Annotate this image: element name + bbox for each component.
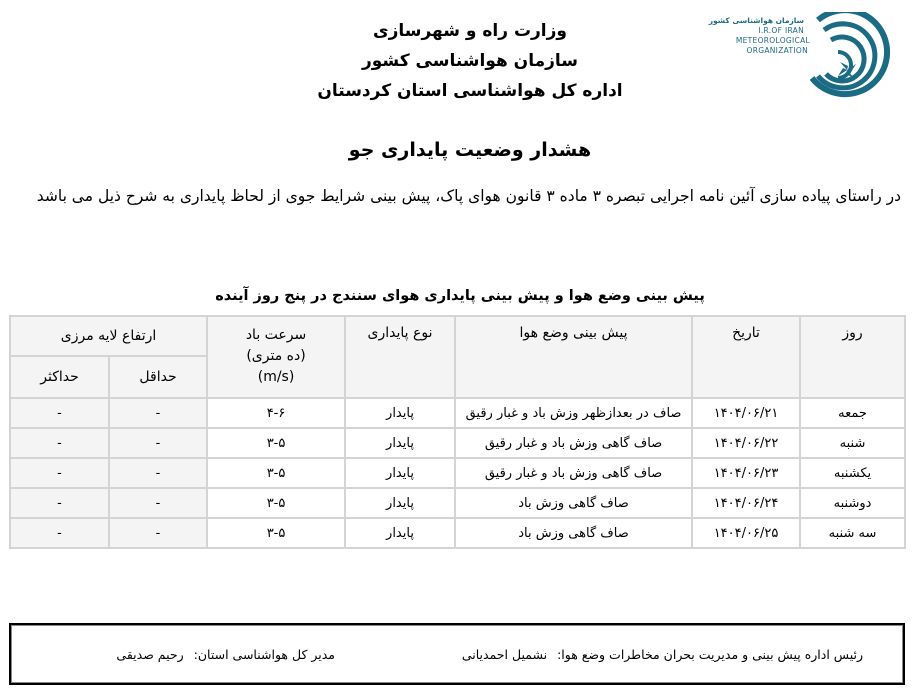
cell-wind-speed: ۳-۵ (207, 518, 345, 548)
table-row (10, 488, 905, 518)
cell-boundary-max: - (10, 428, 109, 458)
ministry-name: وزارت راه و شهرسازی (372, 21, 567, 41)
forecast-table (9, 315, 906, 549)
cell-day: دوشنبه (800, 488, 905, 518)
header-wind-line1: سرعت باد (245, 327, 307, 343)
header-date: تاریخ (692, 316, 800, 398)
table-row (10, 398, 905, 428)
cell-date: ۱۴۰۴/۰۶/۲۲ (692, 428, 800, 458)
header-wind-speed (207, 316, 345, 398)
cell-stability: پایدار (345, 458, 455, 488)
cell-boundary-min: - (109, 398, 207, 428)
cell-wind-speed: ۳-۵ (207, 458, 345, 488)
organization-logo (708, 12, 890, 112)
cell-boundary-min: - (109, 458, 207, 488)
header-min: حداقل (109, 356, 207, 398)
cell-date: ۱۴۰۴/۰۶/۲۵ (692, 518, 800, 548)
page-title: هشدار وضعیت پایداری جو (348, 139, 592, 161)
organization-name: سازمان هواشناسی کشور (361, 51, 578, 71)
cell-stability: پایدار (345, 428, 455, 458)
cell-boundary-max: - (10, 518, 109, 548)
cell-day: جمعه (800, 398, 905, 428)
table-caption: پیش بینی وضع هوا و پیش بینی پایداری هوای سنندج در پنج روز آینده (215, 288, 705, 304)
logo-text-en-2: METEOROLOGICAL (735, 36, 810, 45)
cell-day: یکشنبه (800, 458, 905, 488)
signature-forecast-head-name: نشمیل احمدیانی (461, 647, 548, 662)
cell-stability: پایدار (345, 398, 455, 428)
cell-date: ۱۴۰۴/۰۶/۲۱ (692, 398, 800, 428)
signature-forecast-head-role: رئیس اداره پیش بینی و مدیریت بحران مخاطرات وضع هوا: (557, 647, 863, 662)
cell-wind-speed: ۴-۶ (207, 398, 345, 428)
cell-date: ۱۴۰۴/۰۶/۲۴ (692, 488, 800, 518)
cell-day: شنبه (800, 428, 905, 458)
cell-forecast: صاف در بعدازظهر وزش باد و غبار رقیق (455, 398, 692, 428)
signature-director-role: مدیر کل هواشناسی استان: (193, 647, 335, 662)
signature-forecast-head (462, 647, 863, 662)
cell-boundary-max: - (10, 488, 109, 518)
cell-boundary-min: - (109, 518, 207, 548)
cell-forecast: صاف گاهی وزش باد و غبار رقیق (455, 458, 692, 488)
cell-wind-speed: ۳-۵ (207, 428, 345, 458)
header-stability: نوع پایداری (345, 316, 455, 398)
header-wind-line2: (ده متری) (246, 348, 306, 364)
cell-wind-speed: ۳-۵ (207, 488, 345, 518)
cell-boundary-max: - (10, 458, 109, 488)
cell-forecast: صاف گاهی وزش باد و غبار رقیق (455, 428, 692, 458)
cell-stability: پایدار (345, 488, 455, 518)
cell-boundary-max: - (10, 398, 109, 428)
header-boundary-layer: ارتفاع لایه مرزی (10, 316, 207, 356)
signature-director-name: رحیم صدیقی (116, 647, 184, 662)
header-forecast: پیش بینی وضع هوا (455, 316, 692, 398)
header-day: روز (800, 316, 905, 398)
signature-director (116, 647, 335, 662)
spiral-emblem-icon (804, 12, 890, 112)
cell-date: ۱۴۰۴/۰۶/۲۳ (692, 458, 800, 488)
department-name: اداره کل هواشناسی استان کردستان (317, 81, 623, 101)
cell-day: سه شنبه (800, 518, 905, 548)
table-row (10, 458, 905, 488)
cell-boundary-min: - (109, 488, 207, 518)
cell-boundary-min: - (109, 428, 207, 458)
cell-forecast: صاف گاهی وزش باد (455, 488, 692, 518)
table-row (10, 428, 905, 458)
cell-stability: پایدار (345, 518, 455, 548)
header-max: حداکثر (10, 356, 109, 398)
cell-forecast: صاف گاهی وزش باد (455, 518, 692, 548)
table-row (10, 518, 905, 548)
logo-text-fa: سازمان هواشناسی کشور (708, 16, 804, 25)
logo-text-en-3: ORGANIZATION (746, 46, 808, 55)
intro-paragraph: در راستای پیاده سازی آئین نامه اجرایی تبصره ۳ ماده ۳ قانون هوای پاک، پیش بینی شرایط جوی از لحاظ پایداری به شرح ذیل می باشد (36, 187, 901, 205)
signature-box (9, 623, 905, 685)
logo-text-en-1: I.R.OF IRAN (758, 26, 804, 35)
header-wind-line3: (m/s) (257, 369, 295, 385)
